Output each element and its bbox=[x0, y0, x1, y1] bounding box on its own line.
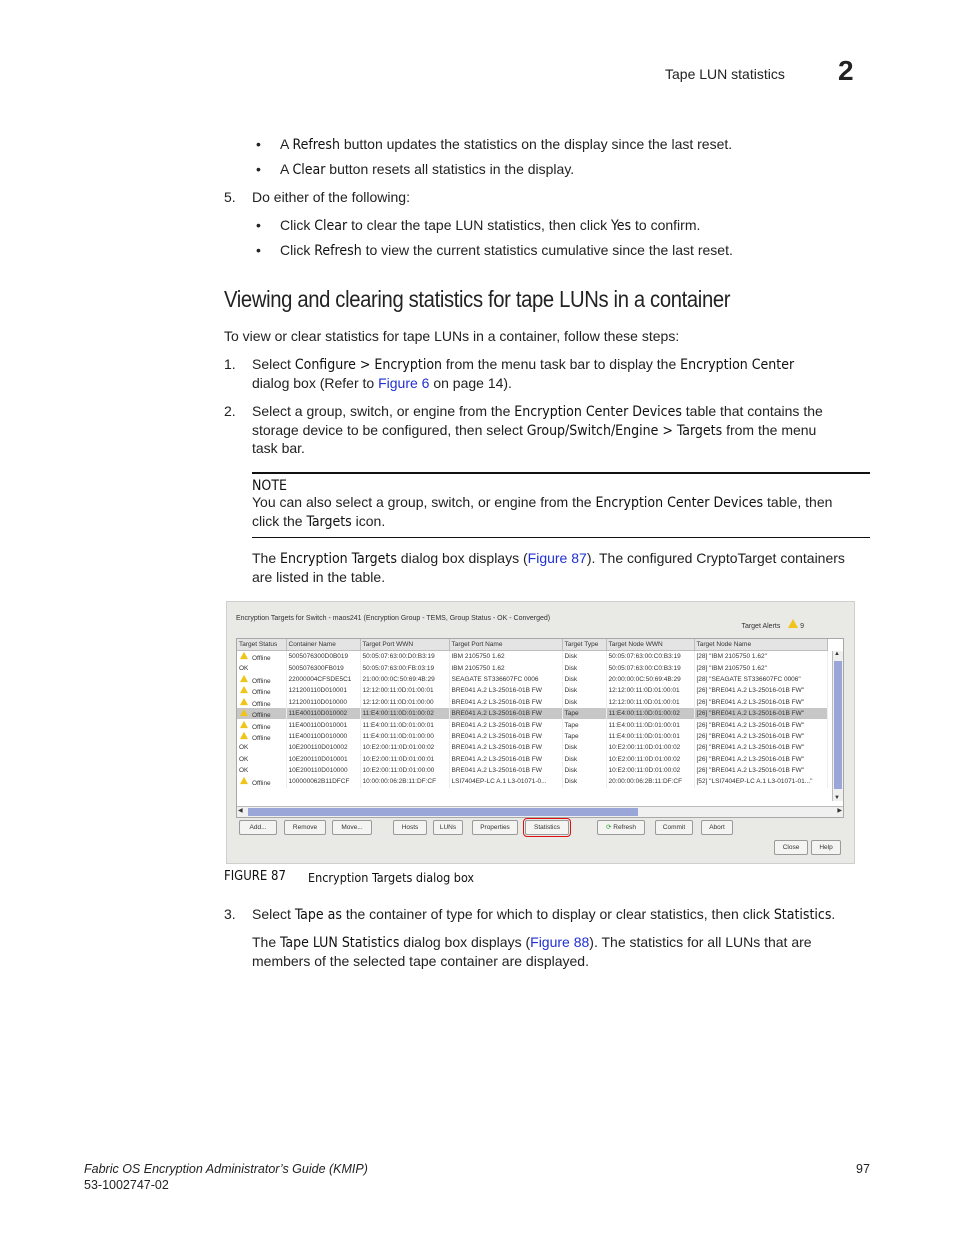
cell-text: BRE041 A.2 L3-25016-01B FW bbox=[451, 767, 542, 775]
figure-caption: Encryption Targets dialog box bbox=[308, 870, 475, 885]
table-cell bbox=[562, 731, 606, 742]
table-cell bbox=[237, 731, 286, 742]
hosts-button[interactable]: Hosts bbox=[393, 820, 427, 835]
cell-text: 11E400110D010000 bbox=[288, 732, 348, 740]
table-cell bbox=[237, 776, 286, 787]
cell-text: IBM 2105750 1.62 bbox=[451, 664, 505, 672]
table-row[interactable] bbox=[237, 742, 827, 753]
table-cell bbox=[449, 697, 562, 708]
cell-text: BRE041 A.2 L3-25016-01B FW bbox=[451, 732, 542, 740]
cell-text: BRE041 A.2 L3-25016-01B FW bbox=[451, 698, 542, 706]
add-button[interactable]: Add... bbox=[239, 820, 277, 835]
cell-text: Disk bbox=[564, 767, 578, 775]
cell-text: 10:E2:00:11:0D:01:00:02 bbox=[362, 744, 435, 752]
table-cell bbox=[360, 776, 449, 787]
table-cell bbox=[286, 719, 360, 730]
table-row[interactable] bbox=[237, 674, 827, 685]
scroll-down-icon[interactable]: ▼ bbox=[834, 795, 840, 801]
table-cell bbox=[237, 651, 286, 663]
table-cell bbox=[237, 719, 286, 730]
step2-line3: task bar. bbox=[252, 440, 305, 456]
table-header-row bbox=[237, 639, 827, 651]
table-cell bbox=[449, 776, 562, 787]
table-row[interactable] bbox=[237, 708, 827, 719]
table-cell bbox=[562, 742, 606, 753]
table-cell bbox=[449, 731, 562, 742]
cell-text: Disk bbox=[564, 675, 578, 683]
table-cell bbox=[237, 742, 286, 753]
close-button[interactable]: Close bbox=[774, 840, 808, 855]
table-cell bbox=[286, 662, 360, 673]
table-cell bbox=[237, 697, 286, 708]
table-cell bbox=[562, 754, 606, 765]
table-cell bbox=[694, 719, 827, 730]
table-cell bbox=[606, 776, 694, 787]
column-header[interactable]: Target Node Name bbox=[694, 639, 827, 651]
targets-table bbox=[236, 638, 844, 818]
table-cell bbox=[562, 765, 606, 776]
cell-text: Disk bbox=[564, 778, 578, 786]
cell-text: 11:E4:00:11:0D:01:00:00 bbox=[362, 732, 434, 740]
table-cell bbox=[449, 754, 562, 765]
table-cell bbox=[360, 674, 449, 685]
scroll-thumb[interactable] bbox=[248, 808, 638, 816]
table-cell bbox=[360, 697, 449, 708]
note-label: NOTE bbox=[252, 478, 287, 494]
cell-text: OK bbox=[239, 744, 249, 752]
table-cell bbox=[606, 719, 694, 730]
cell-text: 21:00:00:0C:50:69:4B:29 bbox=[362, 675, 435, 683]
cell-text: IBM 2105750 1.62 bbox=[451, 653, 505, 661]
after-note-line1: The Encryption Targets dialog box displays (Figure 87). The configured CryptoTarget containers bbox=[252, 550, 845, 567]
table-cell bbox=[694, 697, 827, 708]
bullet-icon: • bbox=[256, 161, 261, 177]
cell-text: BRE041 A.2 L3-25016-01B FW bbox=[451, 710, 542, 718]
cell-text: Disk bbox=[564, 664, 578, 672]
cell-text: Offline bbox=[252, 723, 271, 731]
cell-text: 5005076300FB019 bbox=[288, 664, 344, 672]
scroll-left-icon[interactable]: ◀ bbox=[238, 808, 243, 814]
cell-text: OK bbox=[239, 755, 249, 763]
bullet-icon: • bbox=[256, 242, 261, 258]
step-number: 1. bbox=[224, 356, 236, 372]
step5-text: Do either of the following: bbox=[252, 189, 410, 205]
dialog-title: Encryption Targets for Switch - maos241 (Encryption Group - TEMS, Group Status - OK - Converged) bbox=[236, 615, 551, 622]
cell-text: 11:E4:00:11:0D:01:00:01 bbox=[608, 721, 680, 729]
cell-text: [28] "SEAGATE ST336607FC 0006" bbox=[696, 675, 801, 683]
table-cell bbox=[694, 674, 827, 685]
table-cell bbox=[286, 708, 360, 719]
warning-icon bbox=[240, 686, 248, 693]
cell-text: Offline bbox=[252, 655, 271, 663]
cell-text: Offline bbox=[252, 734, 271, 742]
cell-text: [28] "IBM 2105750 1.62" bbox=[696, 653, 767, 661]
cell-text: Offline bbox=[252, 689, 271, 697]
table-cell bbox=[606, 708, 694, 719]
vertical-scrollbar[interactable] bbox=[832, 651, 843, 801]
table-cell bbox=[694, 765, 827, 776]
table-cell bbox=[286, 674, 360, 685]
table-cell bbox=[562, 685, 606, 696]
cell-text: 100000062B11DFCF bbox=[288, 778, 350, 786]
cell-text: 12:12:00:11:0D:01:00:00 bbox=[362, 698, 434, 706]
table-cell bbox=[286, 742, 360, 753]
bullet-icon: • bbox=[256, 136, 261, 152]
table-row[interactable] bbox=[237, 754, 827, 765]
step1-line2: dialog box (Refer to Figure 6 on page 14). bbox=[252, 375, 512, 391]
table-row[interactable] bbox=[237, 765, 827, 776]
cell-text: [26] "BRE041 A.2 L3-25016-01B FW" bbox=[696, 767, 805, 775]
table-cell bbox=[360, 754, 449, 765]
statistics-button[interactable]: Statistics bbox=[525, 820, 569, 835]
table-row[interactable] bbox=[237, 776, 827, 787]
table-cell bbox=[360, 685, 449, 696]
table-cell bbox=[237, 754, 286, 765]
cell-text: 11:E4:00:11:0D:01:00:02 bbox=[362, 710, 434, 718]
table-row[interactable] bbox=[237, 662, 827, 673]
chapter-number: 2 bbox=[838, 55, 854, 86]
table-cell bbox=[360, 765, 449, 776]
table-cell bbox=[237, 765, 286, 776]
cell-text: 10:E2:00:11:0D:01:00:00 bbox=[362, 767, 435, 775]
after-step3-line2: members of the selected tape container are displayed. bbox=[252, 953, 589, 969]
warning-icon bbox=[788, 619, 798, 628]
help-button[interactable]: Help bbox=[811, 840, 841, 855]
table-row[interactable] bbox=[237, 719, 827, 730]
step5-bullet-refresh: Click Refresh to view the current statistics cumulative since the last reset. bbox=[280, 242, 733, 259]
footer-title: Fabric OS Encryption Administrator’s Guide (KMIP) bbox=[84, 1162, 368, 1176]
table-cell bbox=[449, 651, 562, 663]
note-bottom-rule bbox=[252, 537, 870, 538]
table-cell bbox=[606, 754, 694, 765]
table-row[interactable] bbox=[237, 651, 827, 663]
target-alerts[interactable]: Target Alerts 9 bbox=[741, 619, 804, 630]
table-cell bbox=[360, 719, 449, 730]
abort-button[interactable]: Abort bbox=[701, 820, 733, 835]
commit-button[interactable]: Commit bbox=[655, 820, 693, 835]
move-button[interactable]: Move... bbox=[332, 820, 372, 835]
column-header[interactable]: Target Node WWN bbox=[606, 639, 694, 651]
step-number: 5. bbox=[224, 189, 236, 205]
bullet-clear: A Clear button resets all statistics in the display. bbox=[280, 161, 575, 178]
table-cell bbox=[562, 719, 606, 730]
cell-text: 50:05:07:63:00:C0:B3:19 bbox=[608, 653, 681, 661]
cell-text: [26] "BRE041 A.2 L3-25016-01B FW" bbox=[696, 698, 805, 706]
cell-text: 11:E4:00:11:0D:01:00:01 bbox=[608, 732, 680, 740]
column-header[interactable]: Container Name bbox=[286, 639, 360, 651]
remove-button[interactable]: Remove bbox=[284, 820, 326, 835]
table-cell bbox=[694, 708, 827, 719]
warning-icon bbox=[240, 777, 248, 784]
table-cell bbox=[606, 697, 694, 708]
scroll-thumb[interactable] bbox=[834, 661, 842, 789]
figure-87-link[interactable]: Figure 87 bbox=[527, 550, 587, 566]
encryption-targets-dialog bbox=[226, 601, 855, 864]
table-cell bbox=[562, 651, 606, 663]
table-row[interactable] bbox=[237, 685, 827, 696]
table-cell bbox=[606, 651, 694, 663]
cell-text: 121200110D010001 bbox=[288, 687, 347, 695]
cell-text: [28] "IBM 2105750 1.62" bbox=[696, 664, 767, 672]
cell-text: Offline bbox=[252, 677, 271, 685]
cell-text: [26] "BRE041 A.2 L3-25016-01B FW" bbox=[696, 710, 805, 718]
scroll-up-icon[interactable]: ▲ bbox=[834, 651, 840, 657]
table-cell bbox=[606, 742, 694, 753]
cell-text: SEAGATE ST336607FC 0006 bbox=[451, 675, 539, 683]
figure-6-link[interactable]: Figure 6 bbox=[378, 375, 430, 391]
cell-text: [26] "BRE041 A.2 L3-25016-01B FW" bbox=[696, 755, 805, 763]
cell-text: BRE041 A.2 L3-25016-01B FW bbox=[451, 744, 542, 752]
cell-text: Disk bbox=[564, 744, 578, 752]
after-note-line2: are listed in the table. bbox=[252, 569, 386, 585]
column-header[interactable]: Target Type bbox=[562, 639, 606, 651]
cell-text: [52] "LSI7404EP-LC A.1 L3-01071-01..." bbox=[696, 778, 813, 786]
table-cell bbox=[360, 651, 449, 663]
cell-text: 10:E2:00:11:0D:01:00:02 bbox=[608, 744, 681, 752]
step2-line2: storage device to be configured, then select Group/Switch/Engine > Targets from the menu bbox=[252, 422, 817, 439]
cell-text: 11:E4:00:11:0D:01:00:02 bbox=[608, 710, 680, 718]
cell-text: 10:00:00:06:2B:11:DF:CF bbox=[362, 778, 437, 786]
cell-text: 10:E2:00:11:0D:01:00:02 bbox=[608, 767, 681, 775]
cell-text: LSI7404EP-LC A.1 L3-01071-0... bbox=[451, 778, 547, 786]
footer-doc-number: 53-1002747-02 bbox=[84, 1178, 169, 1192]
cell-text: 50:05:07:63:00:FB:03:19 bbox=[362, 664, 435, 672]
scroll-right-icon[interactable]: ▶ bbox=[837, 808, 842, 814]
horizontal-scrollbar[interactable] bbox=[237, 806, 843, 817]
table-cell bbox=[562, 662, 606, 673]
warning-icon bbox=[240, 709, 248, 716]
cell-text: OK bbox=[239, 767, 249, 775]
table-cell bbox=[562, 697, 606, 708]
cell-text: [26] "BRE041 A.2 L3-25016-01B FW" bbox=[696, 732, 805, 740]
cell-text: 10E200110D010001 bbox=[288, 755, 348, 763]
table-cell bbox=[562, 708, 606, 719]
table-cell bbox=[449, 662, 562, 673]
table-cell bbox=[694, 651, 827, 663]
step3-text: Select Tape as the container of type for which to display or clear statistics, then click Statistics. bbox=[252, 906, 836, 923]
step-number: 3. bbox=[224, 906, 236, 922]
table-cell bbox=[694, 662, 827, 673]
cell-text: 5005076300D0B019 bbox=[288, 653, 349, 661]
step1-line1: Select Configure > Encryption from the menu task bar to display the Encryption Center bbox=[252, 356, 795, 373]
table-cell bbox=[449, 708, 562, 719]
cell-text: Offline bbox=[252, 780, 271, 788]
warning-icon bbox=[240, 652, 248, 659]
warning-icon bbox=[240, 675, 248, 682]
cell-text: BRE041 A.2 L3-25016-01B FW bbox=[451, 687, 542, 695]
table-cell bbox=[694, 742, 827, 753]
column-header[interactable]: Target Port Name bbox=[449, 639, 562, 651]
table-cell bbox=[606, 662, 694, 673]
bullet-icon: • bbox=[256, 217, 261, 233]
cell-text: 11:E4:00:11:0D:01:00:01 bbox=[362, 721, 434, 729]
table-cell bbox=[237, 685, 286, 696]
table-row[interactable] bbox=[237, 697, 827, 708]
column-header[interactable]: Target Port WWN bbox=[360, 639, 449, 651]
table-cell bbox=[237, 708, 286, 719]
refresh-button[interactable]: ⟳ Refresh bbox=[597, 820, 645, 835]
table-cell bbox=[606, 685, 694, 696]
cell-text: Offline bbox=[252, 700, 271, 708]
table-cell bbox=[694, 754, 827, 765]
running-header-title: Tape LUN statistics bbox=[665, 66, 785, 82]
section-heading: Viewing and clearing statistics for tape LUNs in a container bbox=[224, 286, 731, 312]
figure-label: FIGURE 87 bbox=[224, 869, 286, 884]
cell-text: 12:12:00:11:0D:01:00:01 bbox=[608, 698, 680, 706]
table-cell bbox=[237, 662, 286, 673]
cell-text: 11E400110D010001 bbox=[288, 721, 348, 729]
step-number: 2. bbox=[224, 403, 236, 419]
cell-text: 50:05:07:63:00:C0:B3:19 bbox=[608, 664, 681, 672]
table-cell bbox=[449, 685, 562, 696]
table-cell bbox=[286, 685, 360, 696]
cell-text: [26] "BRE041 A.2 L3-25016-01B FW" bbox=[696, 687, 805, 695]
cell-text: Offline bbox=[252, 712, 271, 720]
table-cell bbox=[360, 708, 449, 719]
properties-button[interactable]: Properties bbox=[472, 820, 518, 835]
table-cell bbox=[449, 742, 562, 753]
step5-bullet-clear: Click Clear to clear the tape LUN statistics, then click Yes to confirm. bbox=[280, 217, 701, 234]
figure-88-link[interactable]: Figure 88 bbox=[530, 934, 590, 950]
table-cell bbox=[360, 662, 449, 673]
column-header[interactable]: Target Status bbox=[237, 639, 286, 651]
section-intro: To view or clear statistics for tape LUNs in a container, follow these steps: bbox=[224, 328, 680, 344]
warning-icon bbox=[240, 720, 248, 727]
table-cell bbox=[449, 765, 562, 776]
step2-line1: Select a group, switch, or engine from the Encryption Center Devices table that contains the bbox=[252, 403, 823, 420]
table-cell bbox=[562, 674, 606, 685]
table-cell bbox=[286, 765, 360, 776]
table-row[interactable] bbox=[237, 731, 827, 742]
page-number: 97 bbox=[856, 1162, 870, 1176]
cell-text: Tape bbox=[564, 710, 579, 718]
table-cell bbox=[606, 731, 694, 742]
bullet-refresh: A Refresh button updates the statistics on the display since the last reset. bbox=[280, 136, 733, 153]
cell-text: Disk bbox=[564, 653, 578, 661]
note-top-rule bbox=[252, 472, 870, 474]
table-cell bbox=[562, 776, 606, 787]
table-cell bbox=[286, 754, 360, 765]
cell-text: Disk bbox=[564, 687, 578, 695]
cell-text: 10:E2:00:11:0D:01:00:02 bbox=[608, 755, 681, 763]
table-cell bbox=[360, 742, 449, 753]
table-cell bbox=[286, 651, 360, 663]
cell-text: [26] "BRE041 A.2 L3-25016-01B FW" bbox=[696, 721, 805, 729]
table-cell bbox=[360, 731, 449, 742]
cell-text: 50:05:07:63:00:D0:B3:19 bbox=[362, 653, 435, 661]
cell-text: [26] "BRE041 A.2 L3-25016-01B FW" bbox=[696, 744, 805, 752]
cell-text: 22000004CFSDE5C1 bbox=[288, 675, 352, 683]
table-cell bbox=[606, 765, 694, 776]
cell-text: Tape bbox=[564, 721, 579, 729]
cell-text: 11E400110D010002 bbox=[288, 710, 348, 718]
warning-icon bbox=[240, 732, 248, 739]
note-line2: click the Targets icon. bbox=[252, 513, 386, 530]
warning-icon bbox=[240, 698, 248, 705]
cell-text: Disk bbox=[564, 755, 578, 763]
cell-text: Disk bbox=[564, 698, 578, 706]
cell-text: BRE041 A.2 L3-25016-01B FW bbox=[451, 755, 542, 763]
table-cell bbox=[237, 674, 286, 685]
cell-text: Tape bbox=[564, 732, 579, 740]
table-cell bbox=[449, 719, 562, 730]
table-cell bbox=[449, 674, 562, 685]
table-cell bbox=[286, 697, 360, 708]
note-line1: You can also select a group, switch, or engine from the Encryption Center Devices table, then bbox=[252, 494, 833, 511]
cell-text: 20:00:00:06:2B:11:DF:CF bbox=[608, 778, 683, 786]
cell-text: 10:E2:00:11:0D:01:00:01 bbox=[362, 755, 435, 763]
table-cell bbox=[606, 674, 694, 685]
table-cell bbox=[694, 776, 827, 787]
cell-text: 10E200110D010000 bbox=[288, 767, 348, 775]
table-cell bbox=[286, 731, 360, 742]
cell-text: 12:12:00:11:0D:01:00:01 bbox=[608, 687, 680, 695]
cell-text: 20:00:00:0C:50:69:4B:29 bbox=[608, 675, 681, 683]
cell-text: 12:12:00:11:0D:01:00:01 bbox=[362, 687, 434, 695]
cell-text: 121200110D010000 bbox=[288, 698, 347, 706]
table-cell bbox=[286, 776, 360, 787]
cell-text: 10E200110D010002 bbox=[288, 744, 348, 752]
cell-text: BRE041 A.2 L3-25016-01B FW bbox=[451, 721, 542, 729]
luns-button[interactable]: LUNs bbox=[433, 820, 463, 835]
refresh-icon: ⟳ bbox=[605, 824, 612, 831]
table-cell bbox=[694, 731, 827, 742]
cell-text: OK bbox=[239, 664, 249, 672]
table-cell bbox=[694, 685, 827, 696]
after-step3-line1: The Tape LUN Statistics dialog box displays (Figure 88). The statistics for all LUNs that are bbox=[252, 934, 812, 951]
